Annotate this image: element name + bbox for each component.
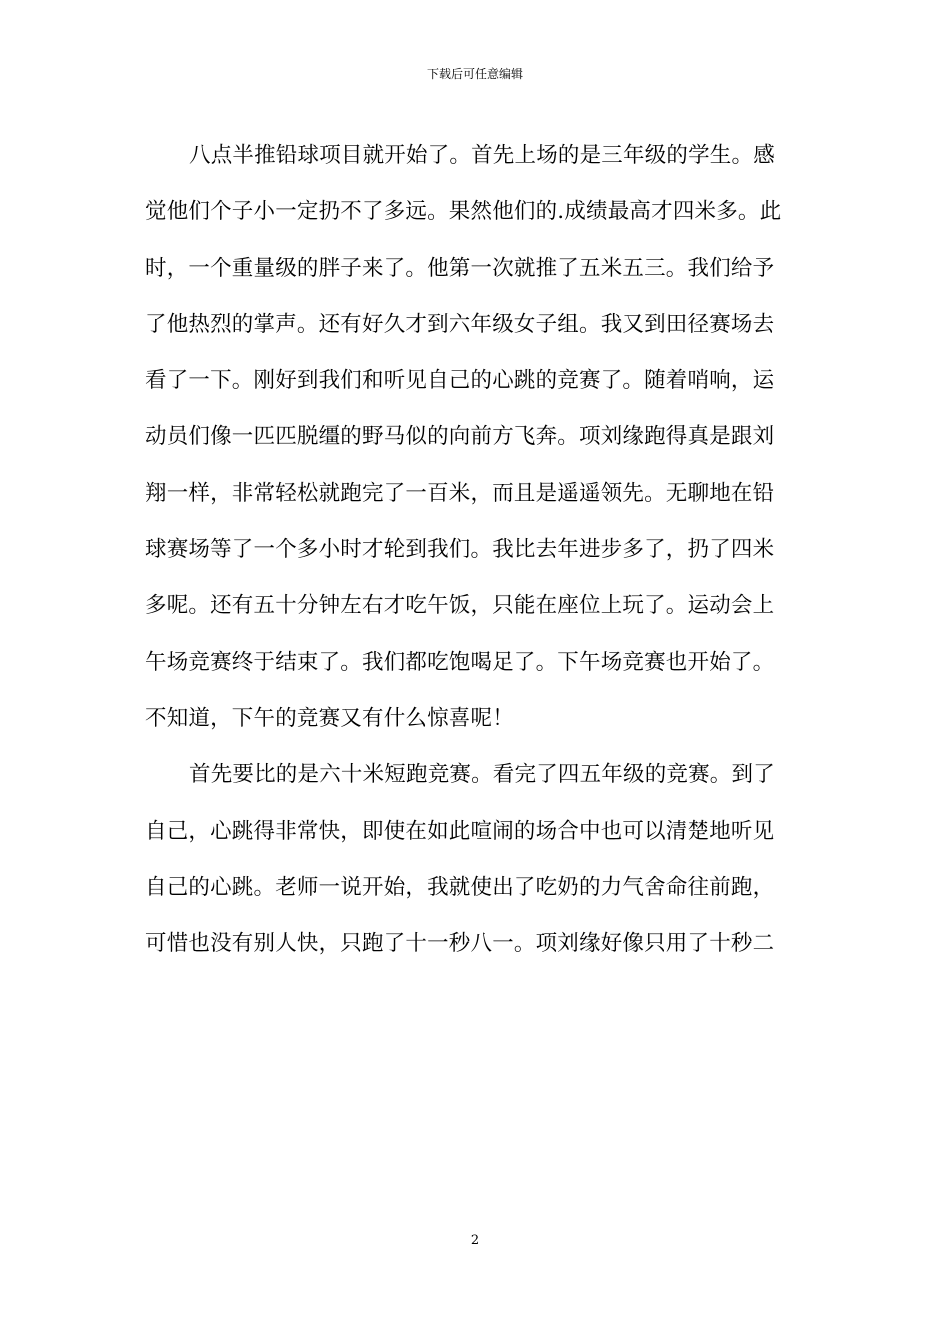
text-line: 自己，心跳得非常快，即使在如此喧闹的场合中也可以清楚地听见	[145, 818, 775, 844]
text-line: 翔一样，非常轻松就跑完了一百米，而且是遥遥领先。无聊地在铅	[145, 480, 775, 506]
paragraph-2	[145, 747, 807, 972]
text-line: 时，一个重量级的胖子来了。他第一次就推了五米五三。我们给予	[145, 255, 775, 281]
text-line: 多呢。还有五十分钟左右才吃午饭，只能在座位上玩了。运动会上	[145, 593, 775, 619]
text-line: 看了一下。刚好到我们和听见自己的心跳的竞赛了。随着哨响，运	[145, 368, 775, 394]
text-line: 了他热烈的掌声。还有好久才到六年级女子组。我又到田径赛场去	[145, 311, 775, 337]
text-line: 首先要比的是六十米短跑竞赛。看完了四五年级的竞赛。到了	[189, 762, 775, 788]
text-line: 可惜也没有别人快，只跑了十一秒八一。项刘缘好像只用了十秒二	[145, 931, 775, 957]
page-number: 2	[470, 1233, 480, 1248]
document-body	[145, 128, 807, 972]
paragraph-1	[145, 128, 807, 747]
text-line: 球赛场等了一个多小时才轮到我们。我比去年进步多了，扔了四米	[145, 537, 775, 563]
text-line: 觉他们个子小一定扔不了多远。果然他们的.成绩最高才四米多。此	[145, 199, 782, 225]
page-header: 下载后可任意编辑	[426, 67, 523, 81]
text-line: 午场竞赛终于结束了。我们都吃饱喝足了。下午场竞赛也开始了。	[145, 649, 775, 675]
text-line: 不知道，下午的竞赛又有什么惊喜呢！	[145, 705, 514, 731]
text-line: 动员们像一匹匹脱缰的野马似的向前方飞奔。项刘缘跑得真是跟刘	[145, 424, 775, 450]
text-line: 八点半推铅球项目就开始了。首先上场的是三年级的学生。感	[189, 143, 775, 168]
text-line: 自己的心跳。老师一说开始，我就使出了吃奶的力气舍命往前跑，	[145, 874, 775, 900]
